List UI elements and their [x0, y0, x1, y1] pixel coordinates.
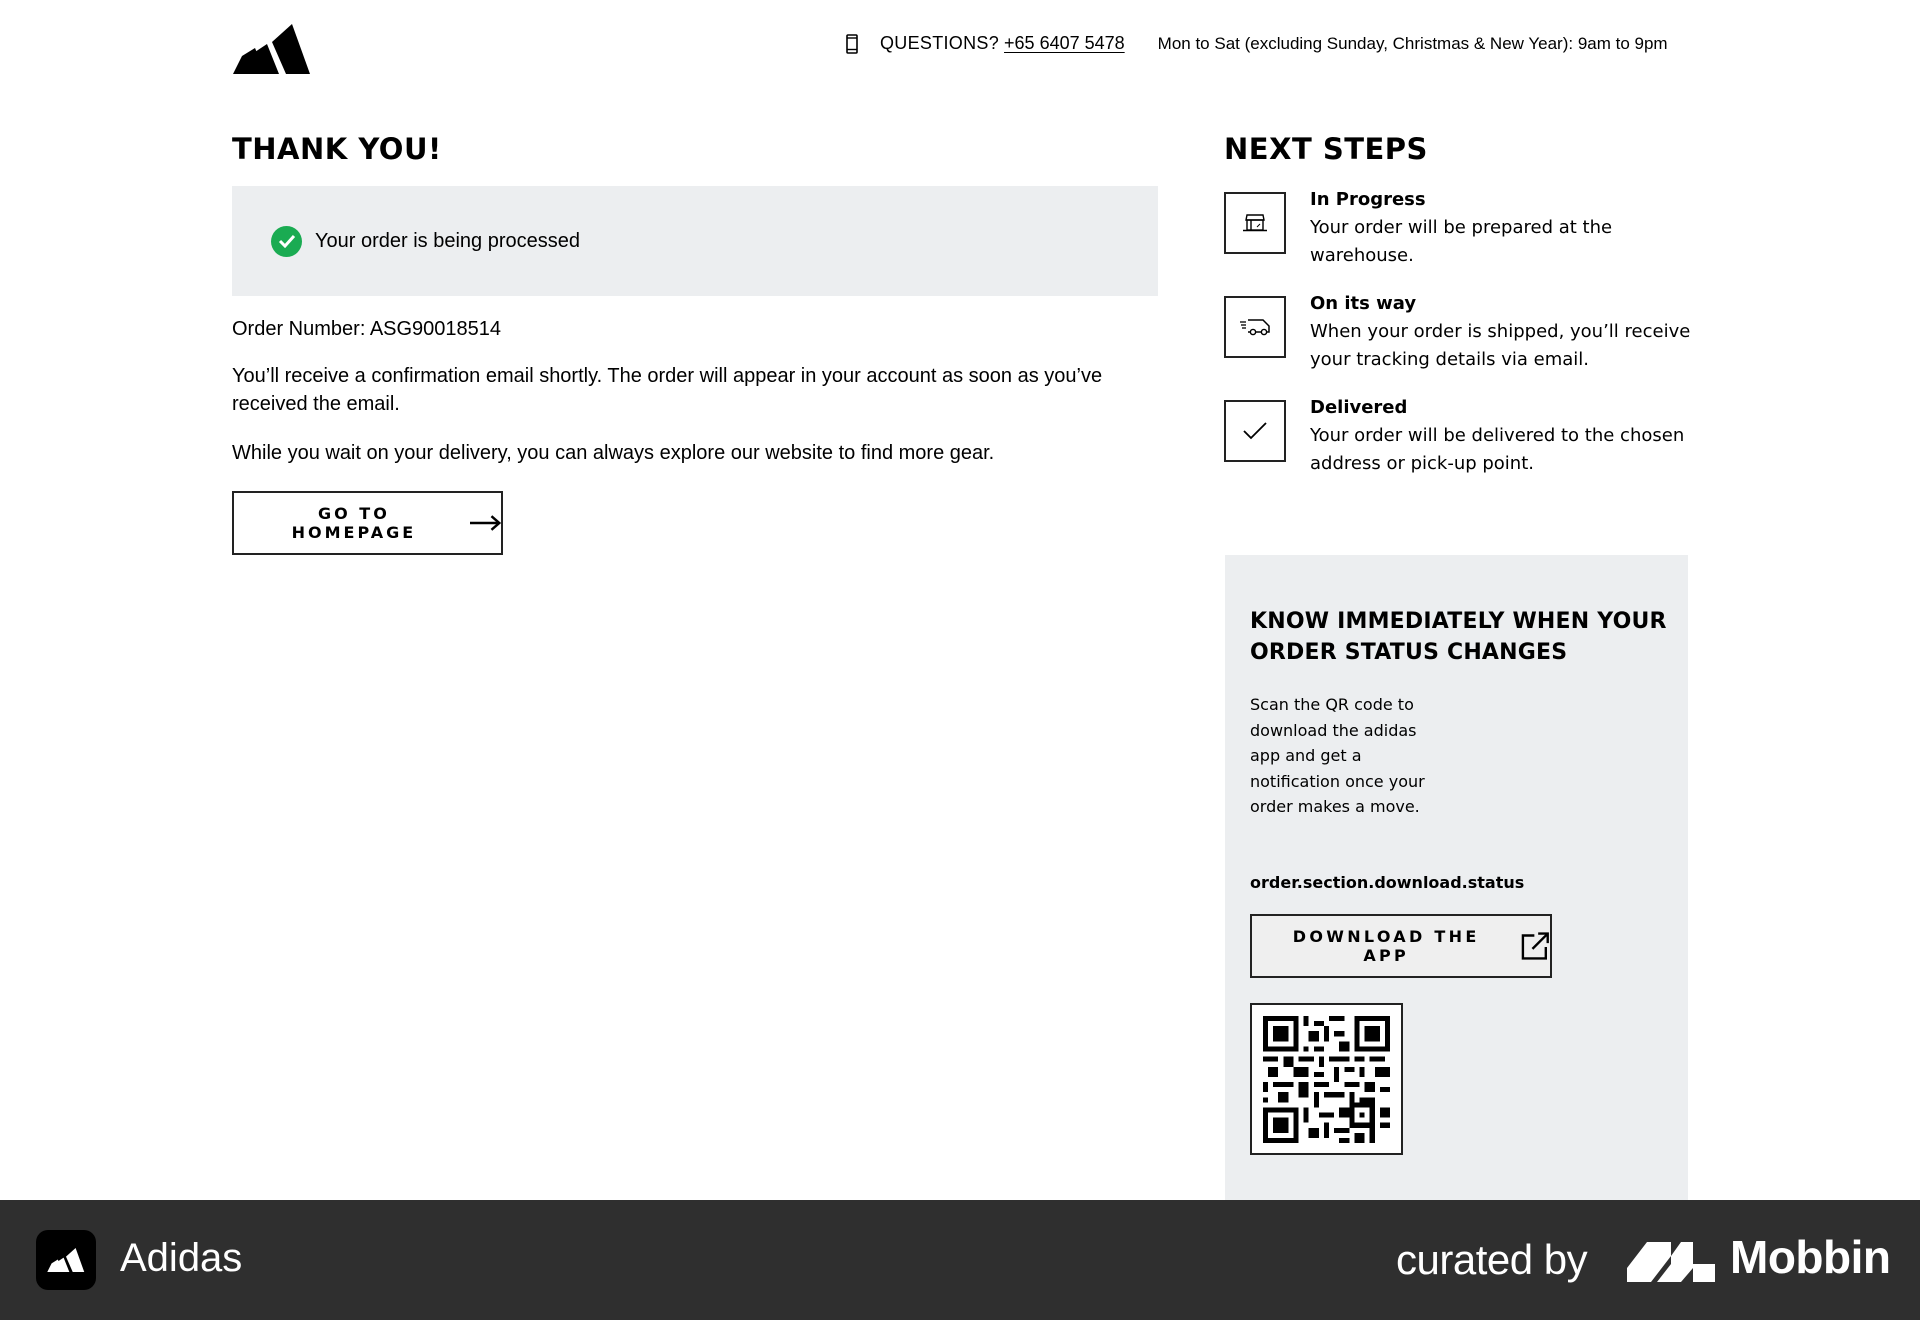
app-promo-title: KNOW IMMEDIATELY WHEN YOUR ORDER STATUS CHANGES — [1250, 609, 1667, 665]
app-promo-panel — [1225, 555, 1688, 1200]
step-description: When your order is shipped, you’ll receive your tracking details via email. — [1310, 321, 1691, 370]
step-description: Your order will be delivered to the chosen address or pick-up point. — [1310, 425, 1685, 474]
step-title: Delivered — [1310, 397, 1408, 418]
phone-link[interactable]: +65 6407 5478 — [1004, 33, 1125, 53]
app-promo-description: Scan the QR code to download the adidas app and get a notification once your order makes a move. — [1250, 695, 1425, 816]
external-link-icon — [1521, 931, 1550, 961]
qr-code — [1250, 1003, 1403, 1155]
success-check-icon — [271, 226, 302, 257]
go-to-homepage-button[interactable] — [232, 491, 503, 555]
checkmark-icon — [1224, 400, 1286, 462]
download-app-button[interactable] — [1250, 914, 1552, 978]
footer-app-name: Adidas — [120, 1236, 243, 1280]
order-status-banner — [232, 186, 1158, 296]
go-to-homepage-label: GO TO HOMEPAGE — [291, 504, 417, 542]
questions-label: QUESTIONS? — [880, 33, 1000, 53]
explore-note: While you wait on your delivery, you can always explore our website to find more gear. — [232, 442, 995, 464]
phone-icon — [846, 34, 858, 54]
adidas-logo[interactable] — [233, 24, 311, 74]
download-app-label: DOWNLOAD THE APP — [1292, 927, 1480, 965]
service-hours: Mon to Sat (excluding Sunday, Christmas & New Year): 9am to 9pm — [1157, 33, 1668, 53]
order-number: Order Number: ASG90018514 — [232, 318, 502, 340]
store-icon — [1224, 192, 1286, 254]
status-text: Your order is being processed — [315, 229, 580, 252]
download-status-key: order.section.download.status — [1250, 873, 1525, 892]
step-title: In Progress — [1310, 189, 1426, 210]
mobbin-logo-icon — [1627, 1242, 1715, 1282]
adidas-app-icon — [36, 1230, 96, 1290]
step-description: Your order will be prepared at the warehouse. — [1310, 217, 1613, 266]
confirmation-email-note: You’ll receive a confirmation email shortly. The order will appear in your account as soon as you’ve received the email. — [232, 365, 1103, 415]
arrow-right-icon — [470, 515, 501, 531]
footer-bar — [0, 1200, 1920, 1320]
next-steps-title: NEXT STEPS — [1224, 132, 1428, 166]
mobbin-name: Mobbin — [1730, 1231, 1891, 1283]
curated-by-label: curated by — [1396, 1236, 1588, 1283]
contact-bar — [846, 33, 1668, 54]
step-in-progress — [1224, 186, 1694, 286]
qr-code-icon — [1263, 1016, 1390, 1143]
step-on-its-way — [1224, 290, 1694, 390]
page-title: THANK YOU! — [232, 132, 442, 166]
step-title: On its way — [1310, 293, 1417, 314]
step-delivered — [1224, 394, 1694, 494]
delivery-truck-icon — [1224, 296, 1286, 358]
